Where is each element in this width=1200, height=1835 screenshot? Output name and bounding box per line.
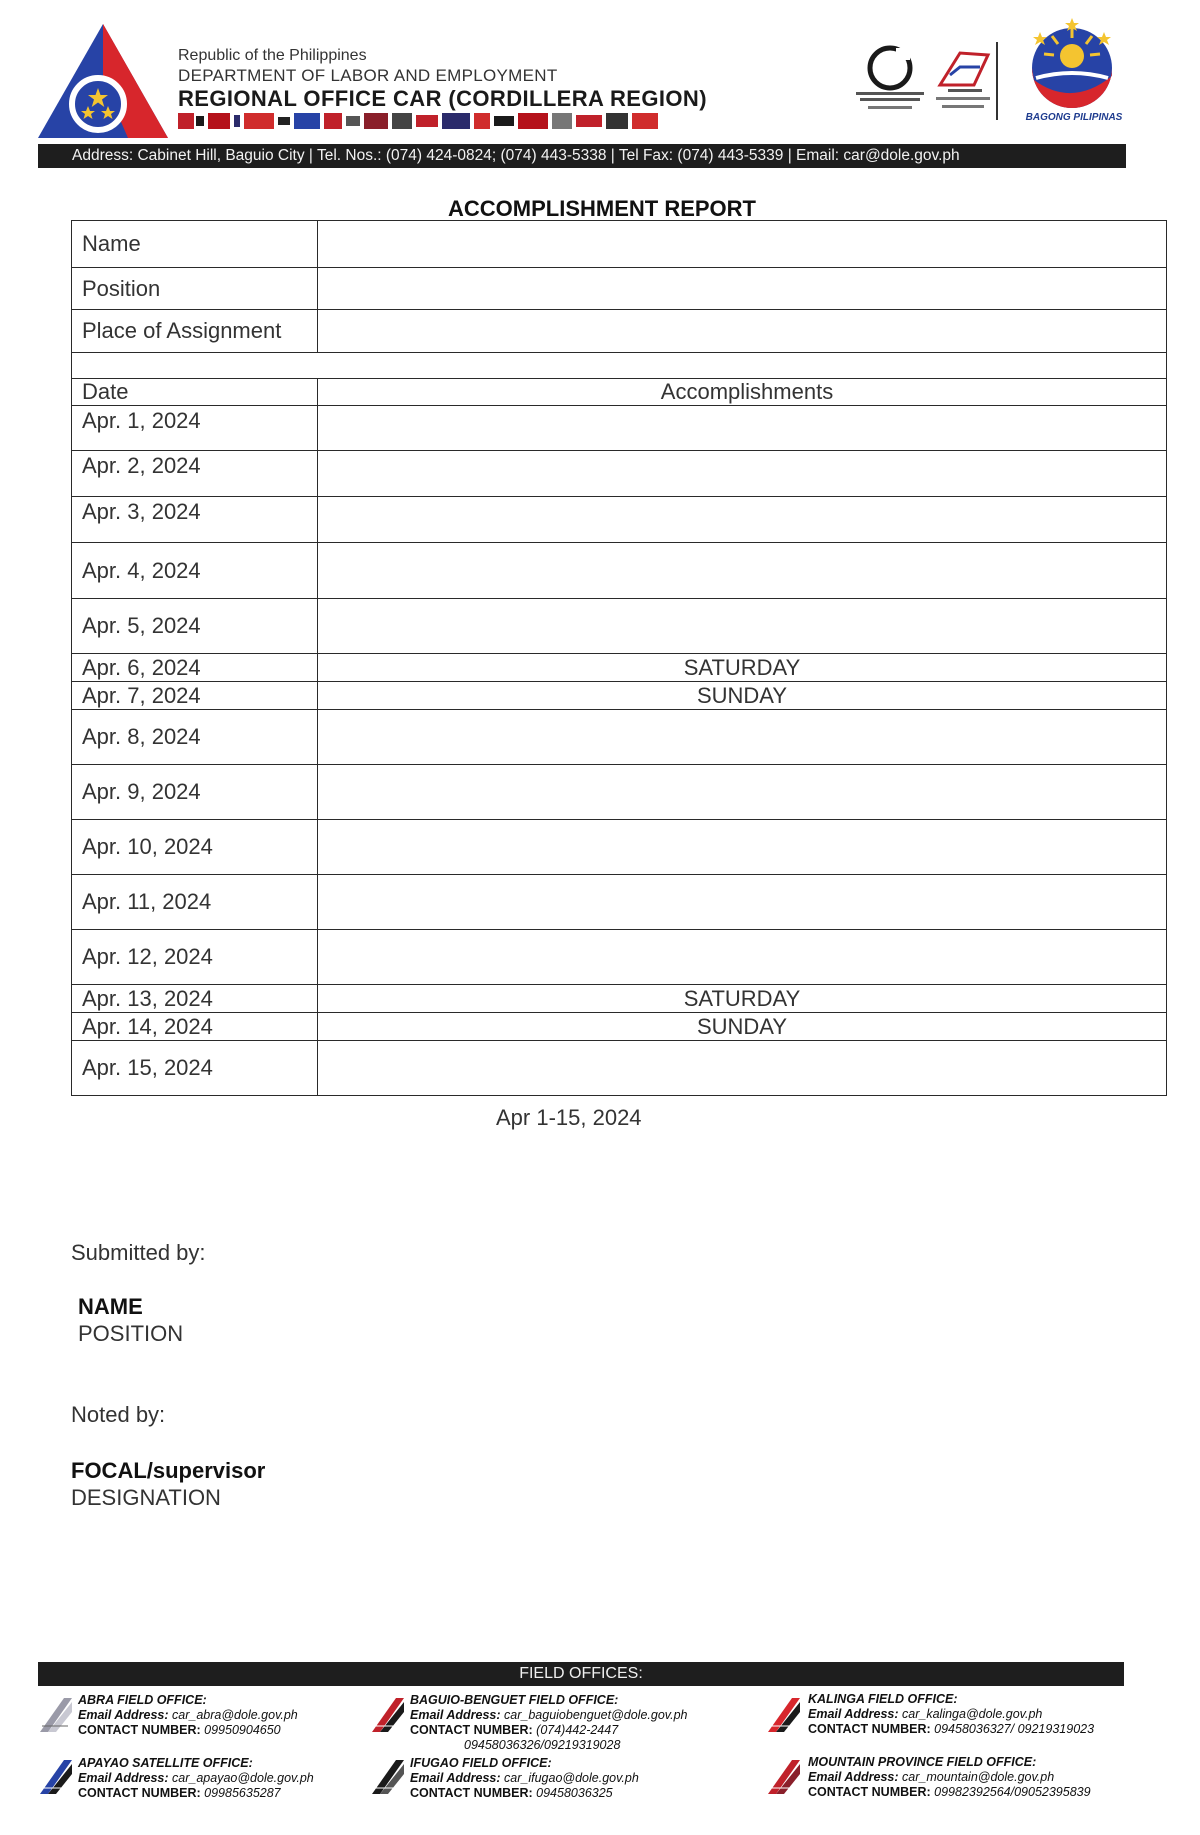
noted-name: FOCAL/supervisor [71, 1458, 266, 1483]
accomplishment-cell[interactable] [318, 820, 1167, 875]
header-regional-office: REGIONAL OFFICE CAR (CORDILLERA REGION) [178, 86, 707, 111]
table-row [72, 875, 1167, 930]
email-label: Email Address: [808, 1707, 899, 1721]
table-row [72, 930, 1167, 985]
field-office-mountain-province [808, 1755, 1091, 1800]
date-cell: Apr. 14, 2024 [72, 1013, 318, 1041]
date-cell: Apr. 15, 2024 [72, 1041, 318, 1096]
accomplishment-cell[interactable] [318, 1041, 1167, 1096]
date-cell: Apr. 2, 2024 [72, 451, 318, 497]
contact-label: CONTACT NUMBER: [78, 1723, 201, 1737]
table-row [72, 451, 1167, 497]
date-cell: Apr. 12, 2024 [72, 930, 318, 985]
field-office-kalinga [808, 1692, 1094, 1737]
noted-by-label: Noted by: [71, 1402, 166, 1427]
field-office-icon [370, 1696, 406, 1734]
info-label: Place of Assignment [72, 310, 318, 353]
date-cell: Apr. 8, 2024 [72, 710, 318, 765]
office-contact: 09458036325 [536, 1786, 613, 1800]
spacer-cell [72, 353, 1167, 379]
woven-pattern-strip [178, 113, 658, 129]
office-email[interactable]: car_mountain@dole.gov.ph [902, 1770, 1055, 1784]
office-email[interactable]: car_abra@dole.gov.ph [172, 1708, 298, 1722]
field-office-icon [370, 1758, 406, 1796]
office-name: ABRA FIELD OFFICE: [78, 1693, 207, 1707]
date-cell: Apr. 10, 2024 [72, 820, 318, 875]
info-value[interactable] [318, 221, 1167, 268]
column-header-date: Date [72, 379, 318, 406]
office-name: APAYAO SATELLITE OFFICE: [78, 1756, 253, 1770]
field-office-icon [38, 1696, 74, 1734]
accomplishment-cell[interactable] [318, 451, 1167, 497]
office-name: BAGUIO-BENGUET FIELD OFFICE: [410, 1693, 619, 1707]
office-contact: 09982392564/09052395839 [934, 1785, 1091, 1799]
info-row-position [72, 268, 1167, 310]
report-period: Apr 1-15, 2024 [496, 1105, 642, 1130]
contact-label: CONTACT NUMBER: [78, 1786, 201, 1800]
table-row [72, 985, 1167, 1013]
office-name: IFUGAO FIELD OFFICE: [410, 1756, 552, 1770]
field-office-apayao [78, 1756, 314, 1801]
table-row [72, 406, 1167, 451]
table-row [72, 820, 1167, 875]
info-row-name [72, 221, 1167, 268]
spacer-row [72, 353, 1167, 379]
table-row [72, 765, 1167, 820]
office-contact-secondary: 09458036326/09219319028 [464, 1738, 621, 1752]
contact-label: CONTACT NUMBER: [410, 1786, 533, 1800]
table-row [72, 682, 1167, 710]
office-name: KALINGA FIELD OFFICE: [808, 1692, 958, 1706]
email-label: Email Address: [78, 1771, 169, 1785]
table-row [72, 710, 1167, 765]
dole-logo-icon [36, 22, 170, 140]
info-label: Position [72, 268, 318, 310]
weekend-cell: SATURDAY [318, 654, 1167, 682]
field-office-icon [38, 1758, 74, 1796]
table-row [72, 543, 1167, 599]
accomplishment-cell[interactable] [318, 543, 1167, 599]
date-cell: Apr. 13, 2024 [72, 985, 318, 1013]
contact-label: CONTACT NUMBER: [808, 1722, 931, 1736]
weekend-cell: SUNDAY [318, 1013, 1167, 1041]
office-email[interactable]: car_baguiobenguet@dole.gov.ph [504, 1708, 688, 1722]
info-row-place [72, 310, 1167, 353]
office-contact: 09950904650 [204, 1723, 281, 1737]
field-office-baguio-benguet [410, 1693, 687, 1753]
table-row [72, 654, 1167, 682]
submitted-by-label: Submitted by: [71, 1240, 206, 1265]
date-cell: Apr. 6, 2024 [72, 654, 318, 682]
bagong-pilipinas-text: BAGONG PILIPINAS [1025, 112, 1123, 123]
field-office-icon [766, 1758, 802, 1796]
submitted-name: NAME [78, 1294, 143, 1319]
date-cell: Apr. 3, 2024 [72, 497, 318, 543]
certification-international-logo-icon [850, 42, 930, 120]
report-title: ACCOMPLISHMENT REPORT [448, 196, 756, 221]
accomplishment-cell[interactable] [318, 497, 1167, 543]
office-contact: 09985635287 [204, 1786, 281, 1800]
field-offices-bar: FIELD OFFICES: [38, 1662, 1124, 1686]
info-value[interactable] [318, 268, 1167, 310]
bagong-pilipinas-logo-icon [1022, 18, 1122, 118]
noted-designation: DESIGNATION [71, 1485, 221, 1510]
accomplishment-cell[interactable] [318, 710, 1167, 765]
date-cell: Apr. 9, 2024 [72, 765, 318, 820]
info-label: Name [72, 221, 318, 268]
report-table [71, 220, 1167, 1096]
email-label: Email Address: [410, 1708, 501, 1722]
weekend-cell: SUNDAY [318, 682, 1167, 710]
date-cell: Apr. 11, 2024 [72, 875, 318, 930]
email-label: Email Address: [808, 1770, 899, 1784]
header-department: DEPARTMENT OF LABOR AND EMPLOYMENT [178, 66, 558, 85]
accreditation-logo-icon [930, 45, 996, 117]
column-header-accomplishments: Accomplishments [318, 379, 1167, 406]
email-label: Email Address: [410, 1771, 501, 1785]
date-cell: Apr. 7, 2024 [72, 682, 318, 710]
weekend-cell: SATURDAY [318, 985, 1167, 1013]
email-label: Email Address: [78, 1708, 169, 1722]
office-email[interactable]: car_apayao@dole.gov.ph [172, 1771, 314, 1785]
info-value[interactable] [318, 310, 1167, 353]
contact-label: CONTACT NUMBER: [410, 1723, 533, 1737]
contact-label: CONTACT NUMBER: [808, 1785, 931, 1799]
header-republic: Republic of the Philippines [178, 47, 367, 64]
office-contact: 09458036327/ 09219319023 [934, 1722, 1095, 1736]
field-office-abra [78, 1693, 298, 1738]
table-row [72, 1041, 1167, 1096]
accomplishment-cell[interactable] [318, 406, 1167, 451]
accomplishment-cell[interactable] [318, 930, 1167, 985]
table-row [72, 599, 1167, 654]
field-office-icon [766, 1696, 802, 1734]
office-email[interactable]: car_ifugao@dole.gov.ph [504, 1771, 639, 1785]
logo-divider [996, 42, 998, 120]
column-header-row [72, 379, 1167, 406]
office-contact: (074)442-2447 [536, 1723, 619, 1737]
office-email[interactable]: car_kalinga@dole.gov.ph [902, 1707, 1043, 1721]
submitted-position: POSITION [78, 1321, 184, 1346]
address-bar: Address: Cabinet Hill, Baguio City | Tel. Nos.: (074) 424-0824; (074) 443-5338 | Tel Fax: (074) 443-5339 | Email: car@dole.gov.ph [38, 144, 1126, 168]
table-row [72, 1013, 1167, 1041]
office-name: MOUNTAIN PROVINCE FIELD OFFICE: [808, 1755, 1037, 1769]
table-row [72, 497, 1167, 543]
field-office-ifugao [410, 1756, 639, 1801]
date-cell: Apr. 5, 2024 [72, 599, 318, 654]
date-cell: Apr. 1, 2024 [72, 406, 318, 451]
accomplishment-cell[interactable] [318, 875, 1167, 930]
accomplishment-cell[interactable] [318, 765, 1167, 820]
accomplishment-cell[interactable] [318, 599, 1167, 654]
date-cell: Apr. 4, 2024 [72, 543, 318, 599]
